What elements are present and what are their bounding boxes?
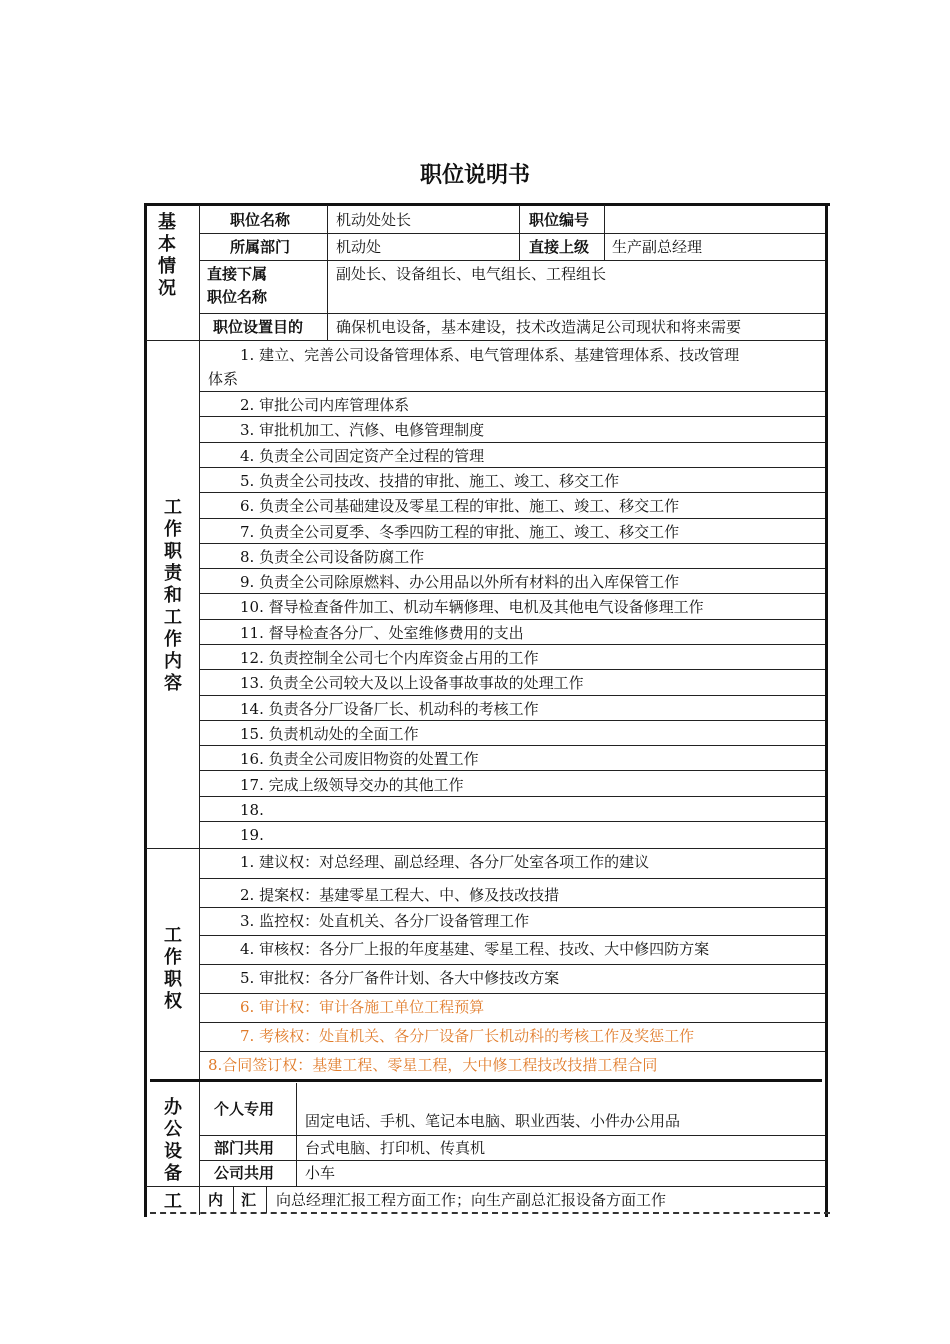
divider [200, 1160, 825, 1161]
duty-item: 1. 建立、完善公司设备管理体系、电气管理体系、基建管理体系、技改管理 [240, 346, 740, 364]
table-top-border [144, 203, 830, 206]
row-divider [200, 1051, 825, 1052]
duty-item: 16. 负责全公司废旧物资的处置工作 [240, 750, 479, 769]
divider [200, 1135, 825, 1136]
authority-item: 2. 提案权：基建零星工程大、中、修及技改技措 [240, 886, 560, 904]
duty-item: 14. 负责各分厂设备厂长、机动科的考核工作 [240, 699, 539, 718]
section-relations-text: 工 [164, 1191, 182, 1212]
section-relations-label [162, 1191, 184, 1213]
row-divider [200, 993, 825, 994]
row-divider [200, 416, 825, 417]
table-right-border [825, 203, 828, 1217]
position-name-label: 职位名称 [230, 211, 291, 229]
duty-item-continuation: 体系 [208, 370, 239, 388]
company-equipment-value: 小车 [305, 1164, 336, 1182]
row-divider [200, 644, 825, 645]
authority-item: 4. 审核权：各分厂上报的年度基建、零星工程、技改、大中修四防方案 [240, 940, 710, 958]
department-value: 机动处 [336, 238, 382, 256]
position-code-label: 职位编号 [529, 211, 590, 229]
row-divider [200, 669, 825, 670]
row-divider [200, 770, 825, 771]
section-divider [146, 340, 826, 341]
authority-item: 8.合同签订权：基建工程、零星工程，大中修工程技改技措工程合同 [208, 1056, 658, 1074]
divider [519, 205, 520, 260]
row-divider [200, 964, 825, 965]
company-equipment-label: 公司共用 [214, 1164, 275, 1182]
row-divider [200, 796, 825, 797]
divider [266, 1187, 267, 1213]
divider [604, 205, 605, 260]
row-divider [200, 593, 825, 594]
authority-item: 1. 建议权：对总经理、副总经理、各分厂处室各项工作的建议 [240, 853, 650, 871]
duty-item: 17. 完成上级领导交办的其他工作 [240, 775, 464, 794]
section-authority-label [162, 925, 184, 1013]
row-divider [200, 878, 825, 879]
page-break-line [150, 1212, 830, 1214]
duty-item: 18. [240, 800, 264, 819]
row-divider [200, 907, 825, 908]
purpose-label: 职位设置目的 [213, 318, 304, 336]
section-divider [146, 1186, 826, 1187]
divider [200, 260, 825, 261]
duty-item: 3. 审批机加工、汽修、电修管理制度 [240, 421, 485, 440]
page-title: 职位说明书 [419, 163, 530, 188]
duty-item: 19. [240, 826, 264, 845]
row-divider [200, 391, 825, 392]
divider [200, 233, 825, 234]
duty-item: 2. 审批公司内库管理体系 [240, 396, 410, 414]
authority-item: 3. 监控权：处直机关、各分厂设备管理工作 [240, 912, 530, 930]
duty-item: 6. 负责全公司基础建设及零星工程的审批、施工、竣工、移交工作 [240, 497, 680, 516]
section-equipment-text: 办公设备 [164, 1097, 182, 1184]
row-divider [200, 821, 825, 822]
section-basic-text: 基本情况 [158, 212, 176, 299]
duty-item: 8. 负责全公司设备防腐工作 [240, 547, 425, 566]
duty-item: 12. 负责控制全公司七个内库资金占用的工作 [240, 649, 539, 667]
department-equipment-label: 部门共用 [214, 1139, 275, 1157]
table-left-border [144, 203, 147, 1217]
section-duties-label [162, 497, 184, 695]
duty-item: 7. 负责全公司夏季、冬季四防工程的审批、施工、竣工、移交工作 [240, 522, 680, 541]
row-divider [200, 568, 825, 569]
divider [233, 1187, 234, 1213]
section-column-divider [199, 205, 200, 1215]
personal-equipment-value: 固定电话、手机、笔记本电脑、职业西装、小件办公用品 [305, 1112, 681, 1130]
row-divider [200, 745, 825, 746]
duty-item: 13. 负责全公司较大及以上设备事故事故的处理工作 [240, 674, 584, 693]
divider [200, 313, 825, 314]
subordinates-label-line1: 直接下属 [207, 265, 268, 283]
duty-item: 10. 督导检查备件加工、机动车辆修理、电机及其他电气设备修理工作 [240, 598, 704, 617]
row-divider [200, 720, 825, 721]
authority-item: 7. 考核权：处直机关、各分厂设备厂长机动科的考核工作及奖惩工作 [240, 1027, 695, 1045]
authority-item: 6. 审计权：审计各施工单位工程预算 [240, 998, 485, 1016]
row-divider [200, 492, 825, 493]
duty-item: 11. 督导检查各分厂、处室维修费用的支出 [240, 623, 524, 642]
supervisor-value: 生产副总经理 [612, 238, 703, 256]
inner-report-label-1: 内 [208, 1191, 224, 1209]
inner-report-value: 向总经理汇报工程方面工作；向生产副总汇报设备方面工作 [276, 1191, 667, 1209]
row-divider [200, 467, 825, 468]
row-divider [200, 1022, 825, 1023]
section-basic-label [156, 212, 178, 300]
section-divider-thick [150, 1079, 822, 1082]
duty-item: 4. 负责全公司固定资产全过程的管理 [240, 446, 485, 465]
duty-item: 9. 负责全公司除原燃料、办公用品以外所有材料的出入库保管工作 [240, 573, 680, 592]
section-duties-text: 工作职责和工作内容 [164, 497, 182, 694]
section-authority-text: 工作职权 [164, 925, 182, 1012]
purpose-value: 确保机电设备，基本建设，技术改造满足公司现状和将来需要 [336, 318, 742, 336]
section-divider [146, 848, 826, 849]
subordinates-label-line2: 职位名称 [207, 288, 268, 306]
duty-item: 15. 负责机动处的全面工作 [240, 724, 419, 743]
authority-item: 5. 审批权：各分厂备件计划、各大中修技改方案 [240, 969, 560, 987]
section-equipment-label [162, 1097, 184, 1185]
department-label: 所属部门 [230, 238, 291, 256]
row-divider [200, 935, 825, 936]
personal-equipment-label: 个人专用 [214, 1100, 275, 1118]
department-equipment-value: 台式电脑、打印机、传真机 [305, 1139, 486, 1157]
subordinates-value: 副处长、设备组长、电气组长、工程组长 [336, 265, 607, 283]
position-name-value: 机动处处长 [336, 211, 412, 229]
inner-report-label-2: 汇 [241, 1191, 257, 1209]
supervisor-label: 直接上级 [529, 238, 590, 256]
divider [327, 205, 328, 340]
duty-item: 5. 负责全公司技改、技措的审批、施工、竣工、移交工作 [240, 471, 620, 490]
